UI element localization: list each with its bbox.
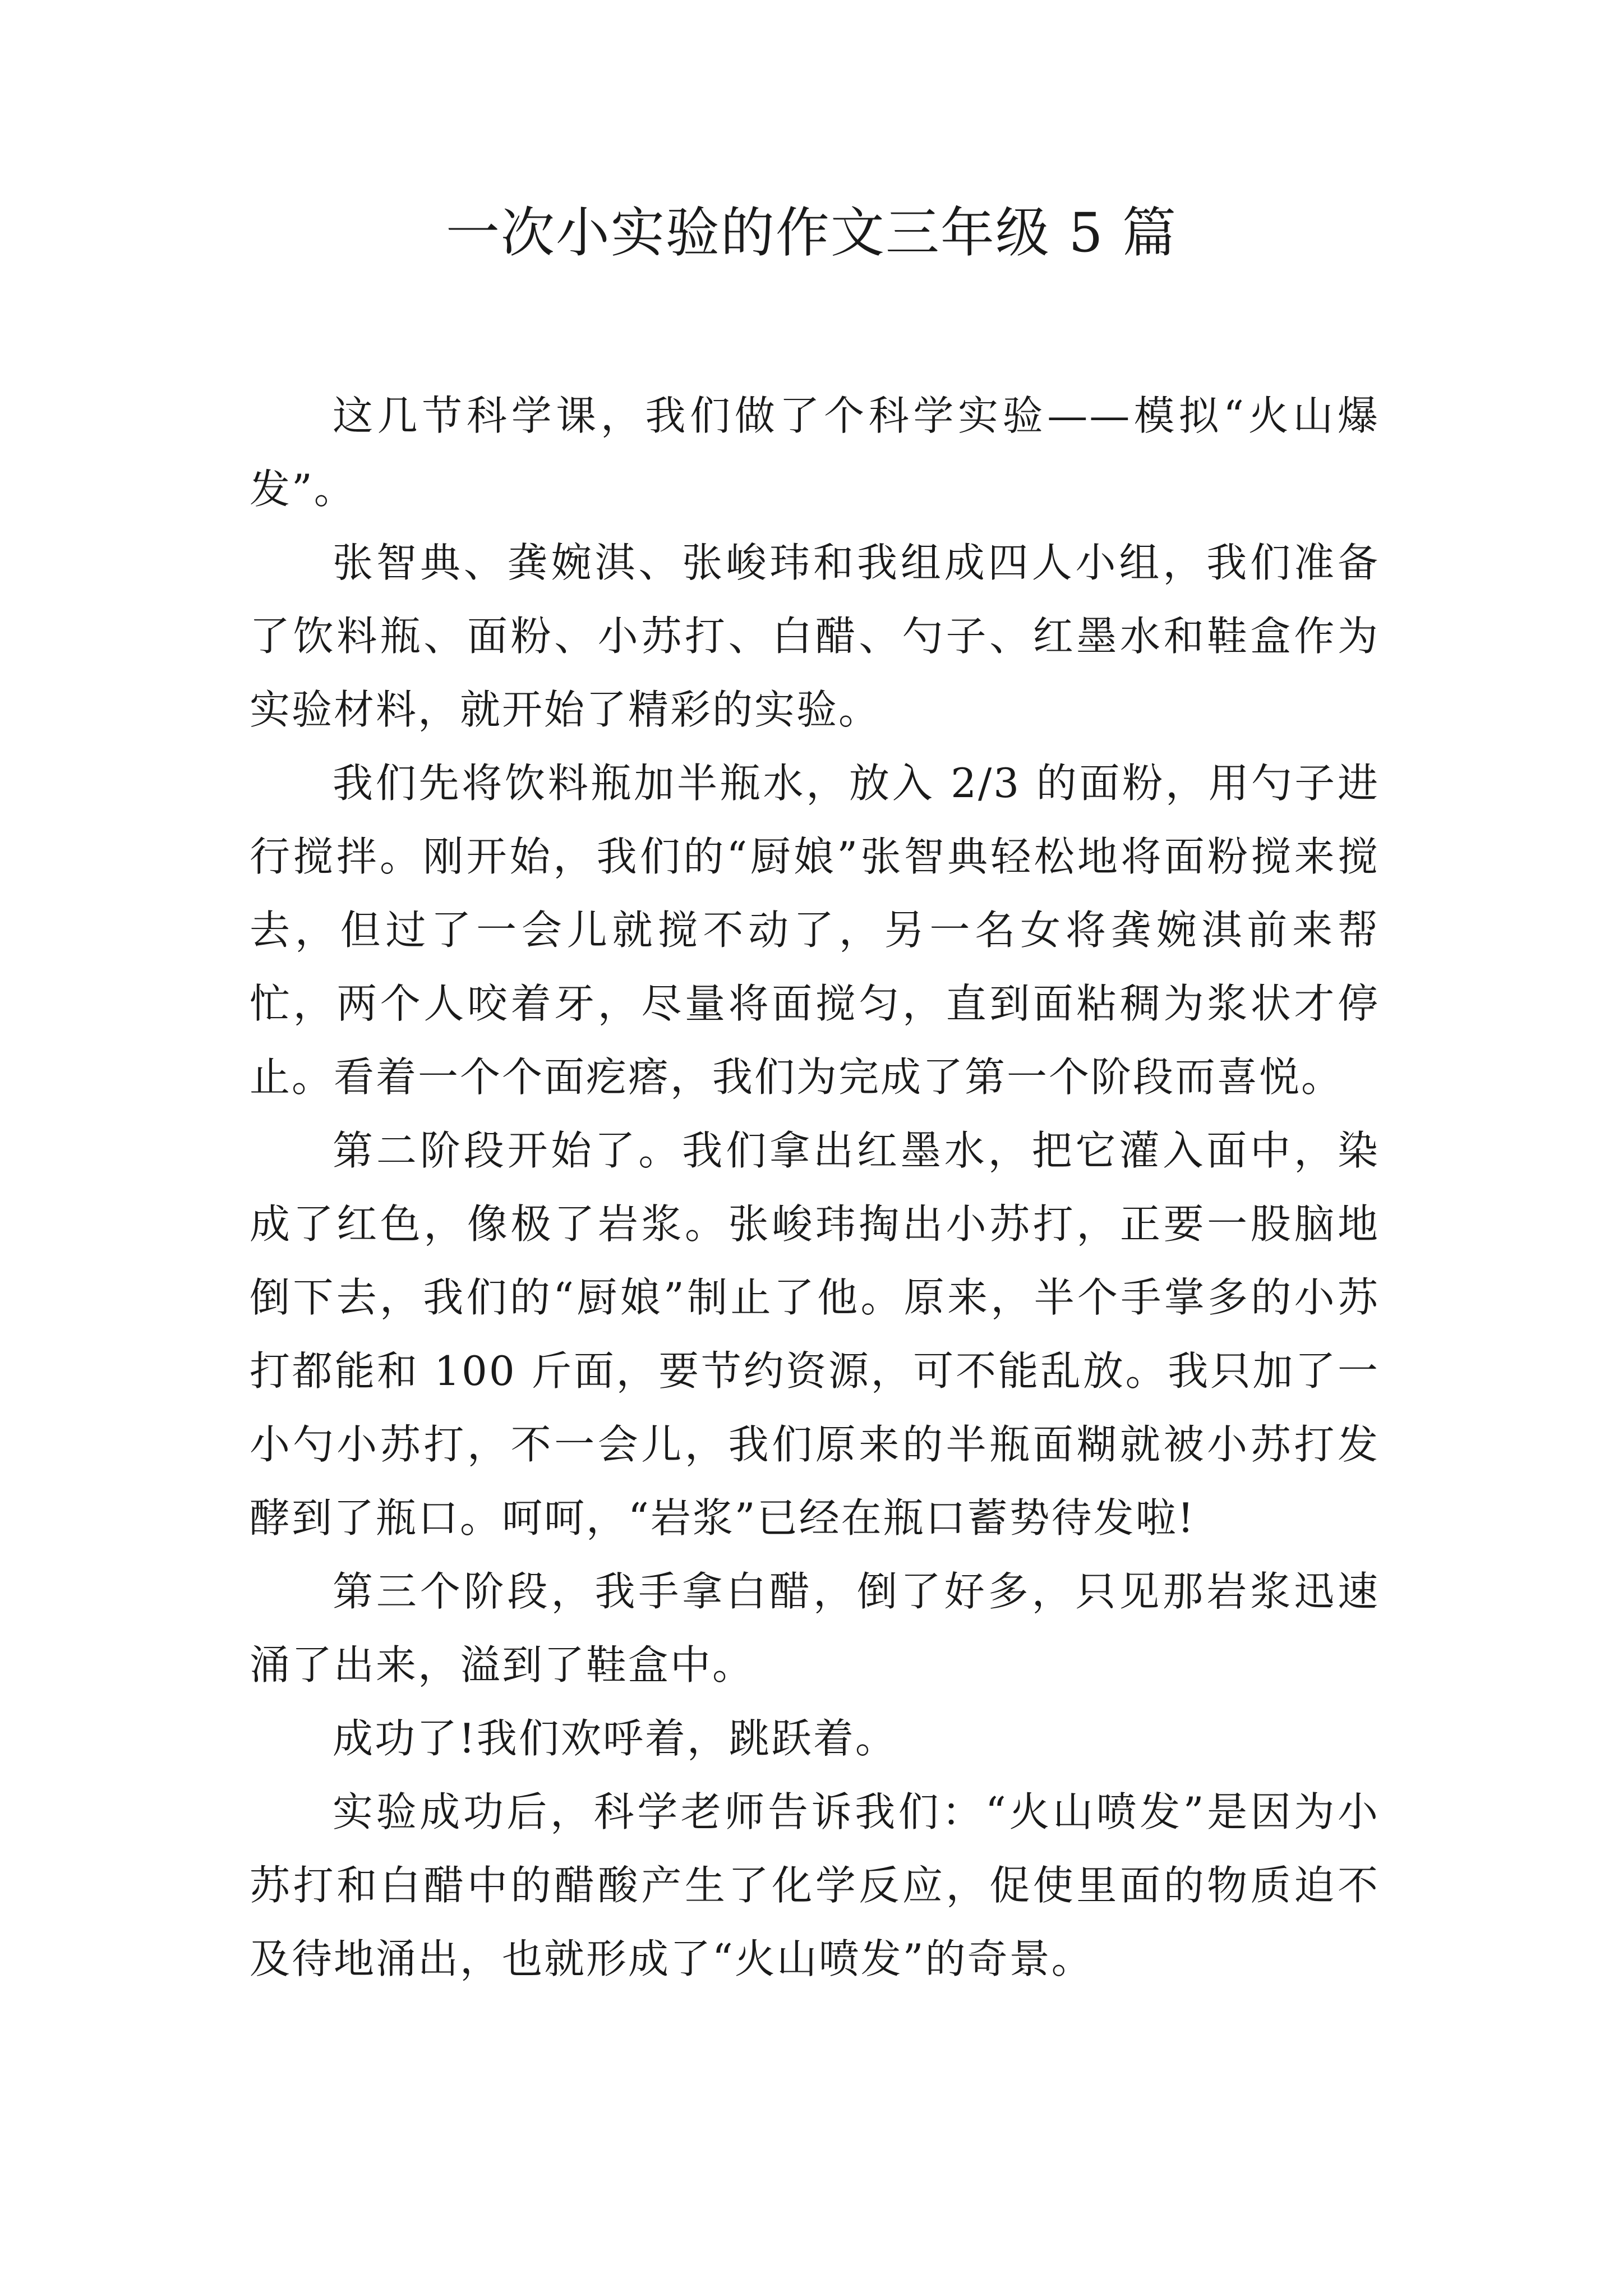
paragraph-6: 成功了!我们欢呼着，跳跃着。 — [333, 1715, 897, 1762]
document-body — [250, 379, 1380, 1996]
paragraph-2: 张智典、龚婉淇、张峻玮和我组成四人小组，我们准备了饮料瓶、面粉、小苏打、白醋、勺子、红墨水和鞋盒作为实验材料，就开始了精彩的实验。 — [250, 539, 1380, 733]
paragraph-1: 这几节科学课，我们做了个科学实验——模拟“火山爆发”。 — [250, 392, 1380, 513]
document-title: 一次小实验的作文三年级 5 篇 — [445, 201, 1178, 264]
paragraph-4: 第二阶段开始了。我们拿出红墨水，把它灌入面中，染成了红色，像极了岩浆。张峻玮掏出小苏打，正要一股脑地倒下去，我们的“厨娘”制止了他。原来，半个手掌多的小苏打都能和 100 斤面，要节约资源，可不能乱放。我只加了一小勺小苏打，不一会儿，我们原来的半瓶面糊就被小苏打发酵到了瓶口。呵呵，“岩浆”已经在瓶口蓄势待发啦! — [250, 1127, 1380, 1542]
paragraph-7: 实验成功后，科学老师告诉我们：“火山喷发”是因为小苏打和白醋中的醋酸产生了化学反应，促使里面的物质迫不及待地涌出，也就形成了“火山喷发”的奇景。 — [250, 1788, 1380, 1982]
paragraph-5: 第三个阶段，我手拿白醋，倒了好多，只见那岩浆迅速涌了出来，溢到了鞋盒中。 — [250, 1568, 1380, 1688]
paragraph-3: 我们先将饮料瓶加半瓶水，放入 2/3 的面粉，用勺子进行搅拌。刚开始，我们的“厨娘”张智典轻松地将面粉搅来搅去，但过了一会儿就搅不动了，另一名女将龚婉淇前来帮忙，两个人咬着牙，尽量将面搅匀，直到面粘稠为浆状才停止。看着一个个面疙瘩，我们为完成了第一个阶段而喜悦。 — [250, 760, 1380, 1101]
